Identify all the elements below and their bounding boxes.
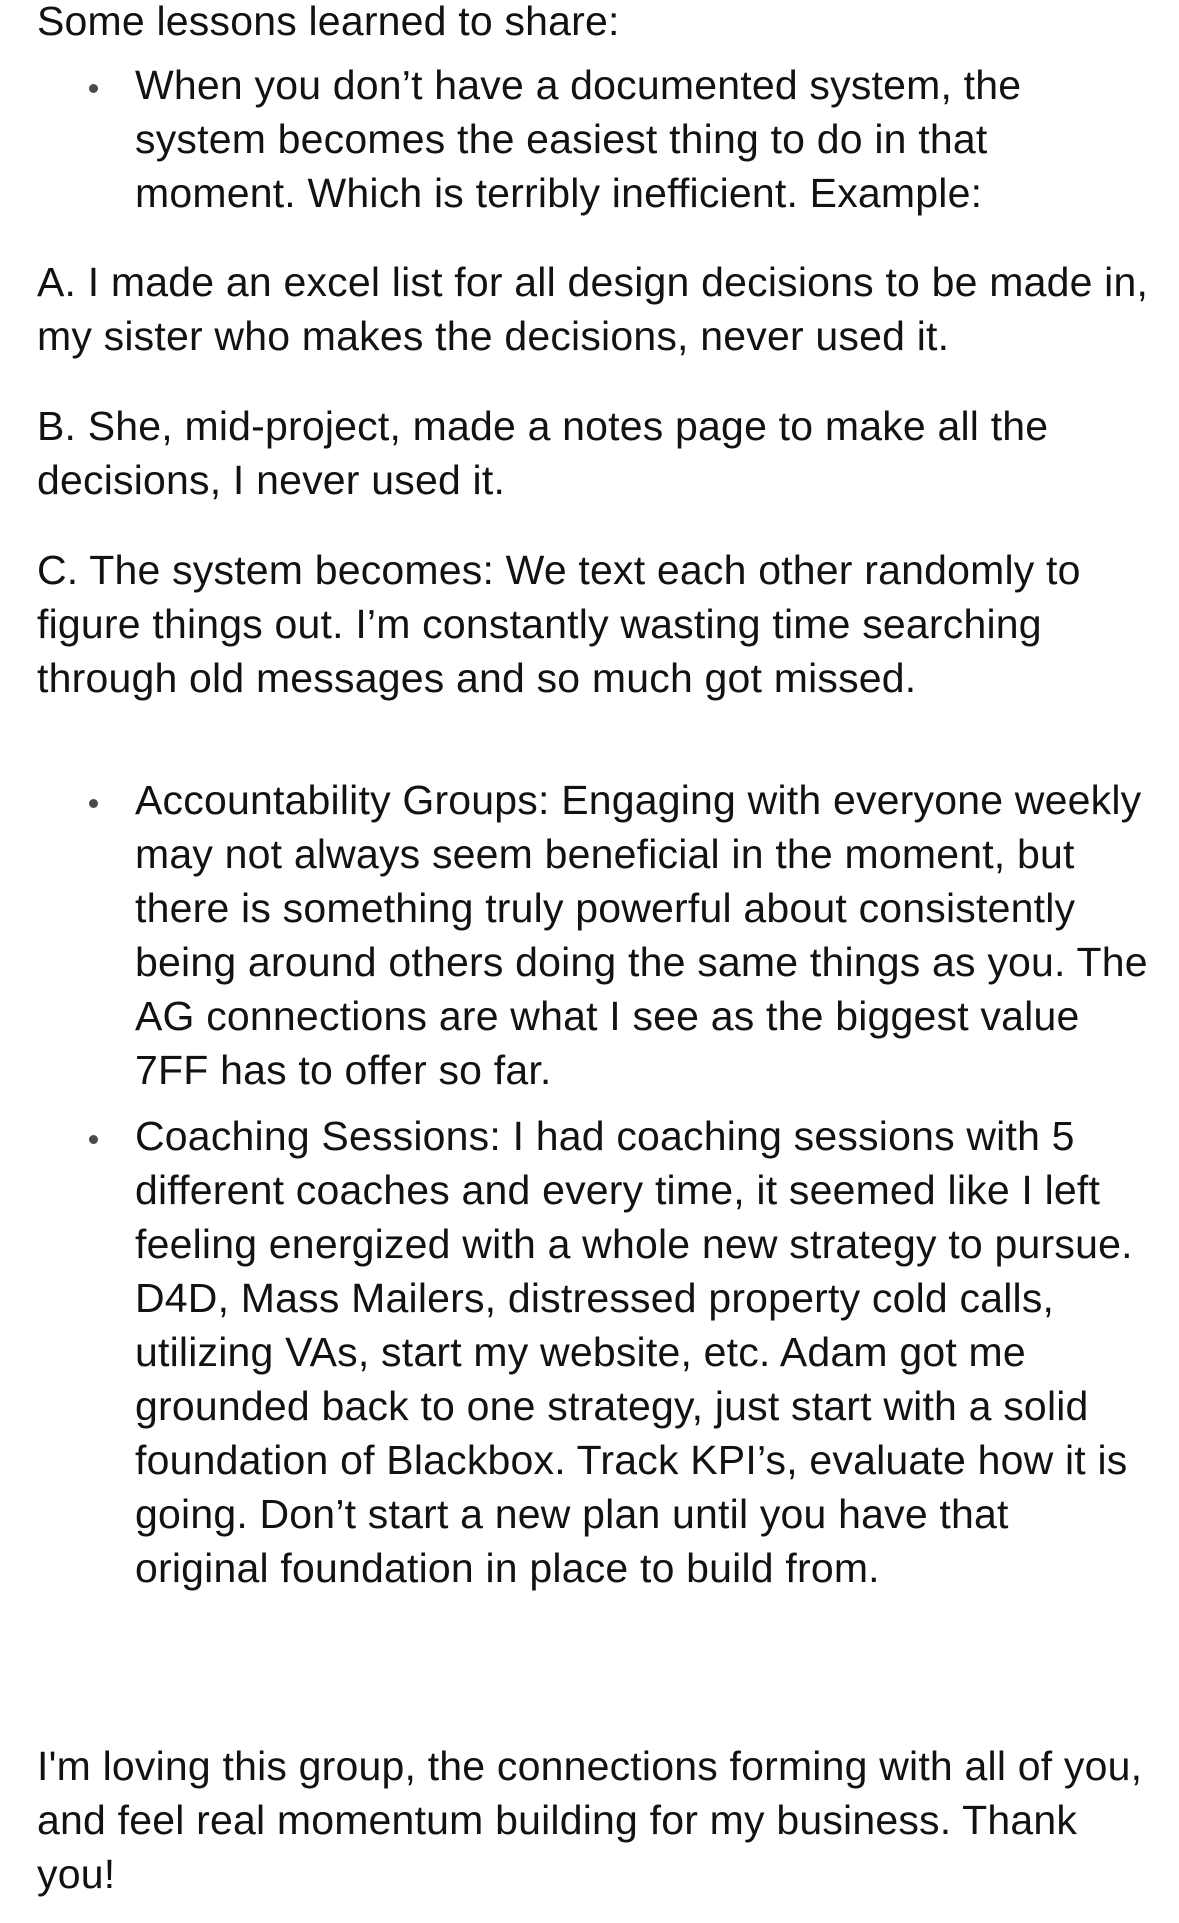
bullet-dot-icon xyxy=(89,84,98,93)
bullet-dot-icon xyxy=(89,1135,98,1144)
example-item-a: A. I made an excel list for all design decisions to be made in, my sister who makes the decisions, never used it. xyxy=(37,259,1149,359)
bullet-dot-icon xyxy=(89,799,98,808)
closing-text: I'm loving this group, the connections forming with all of you, and feel real momentum building for my business. Thank you! xyxy=(37,1743,1143,1897)
example-item-c: C. The system becomes: We text each other randomly to figure things out. I’m constantly wasting time searching through old messages and so much got missed. xyxy=(37,547,1081,701)
bullet-coaching-sessions: Coaching Sessions: I had coaching sessions with 5 different coaches and every time, it seemed like I left feeling energized with a whole new strategy to pursue. D4D, Mass Mailers, distressed property cold calls, utilizing VAs, start my website, etc. Adam got me grounded back to one strategy, just start with a solid foundation of Blackbox. Track KPI’s, evaluate how it is going. Don’t start a new plan until you have that original foundation in place to build from. xyxy=(135,1113,1133,1591)
bullet-accountability-groups: Accountability Groups: Engaging with everyone weekly may not always seem beneficial in the moment, but there is something truly powerful about consistently being around others doing the same things as you. The AG connections are what I see as the biggest value 7FF has to offer so far. xyxy=(135,777,1148,1093)
example-item-b: B. She, mid-project, made a notes page to make all the decisions, I never used it. xyxy=(37,403,1049,503)
bullet-documented-system: When you don’t have a documented system, the system becomes the easiest thing to do in that moment. Which is terribly inefficient. Example: xyxy=(135,62,1022,216)
intro-text: Some lessons learned to share: xyxy=(37,0,620,44)
